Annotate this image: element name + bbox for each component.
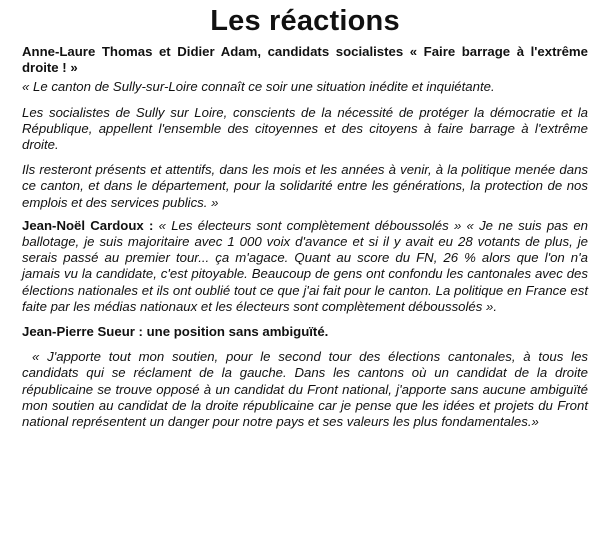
paragraph-thomas-adam-3: Ils resteront présents et attentifs, dans les mois et les années à venir, à la politique menée dans ce canton, et dans le département, pour la solidarité entre les générations, la protection de nos emplois et des services publics. » (22, 162, 588, 210)
speaker-name-cardoux: Jean-Noël Cardoux : (22, 217, 159, 233)
section-heading-thomas-adam: Anne-Laure Thomas et Didier Adam, candidats socialistes « Faire barrage à l'extrême droite ! » (22, 44, 588, 76)
section-heading-sueur: Jean-Pierre Sueur : une position sans ambiguïté. (22, 324, 329, 340)
article-title: Les réactions (210, 5, 400, 37)
statement-cardoux: « Je ne suis pas en ballotage, je suis majoritaire avec 1 000 voix d'avance et si il y avait eu 28 votants de plus, je serais passé au premier tour... ça m'agace. Quant au score du FN, 26 % alors que l'on n'a jamais vu la candidate, c'est pitoyable. Beaucoup de gens ont confondu les cantonales avec des élections nationales et ils ont oublié tout ce que j'ai fait pour le canton. La politique en France est faite par les médias nationaux et les électeurs sont complètement déboussolés ». (22, 217, 589, 314)
quote-cardoux: « Les électeurs sont complètement déboussolés » (158, 217, 462, 233)
paragraph-sueur: « J'apporte tout mon soutien, pour le second tour des élections cantonales, à tous les candidats qui se réclament de la gauche. Dans les cantons où un candidat de la droite républicaine se trouve opposé à un candidat du Front national, j'apporte sans aucune ambiguïté mon soutien au candidat de la droite républicaine car je pense que les idées et projets du Front national représentent un danger pour notre pays et ses valeurs les plus fondamentales.» (22, 349, 588, 430)
paragraph-cardoux (22, 218, 588, 315)
paragraph-thomas-adam-1: « Le canton de Sully-sur-Loire connaît ce soir une situation inédite et inquiétante. (22, 79, 495, 95)
paragraph-thomas-adam-2: Les socialistes de Sully sur Loire, conscients de la nécessité de protéger la démocratie et la République, appellent l'ensemble des citoyennes et des citoyens à faire barrage à l'extrême droite. (22, 104, 588, 153)
